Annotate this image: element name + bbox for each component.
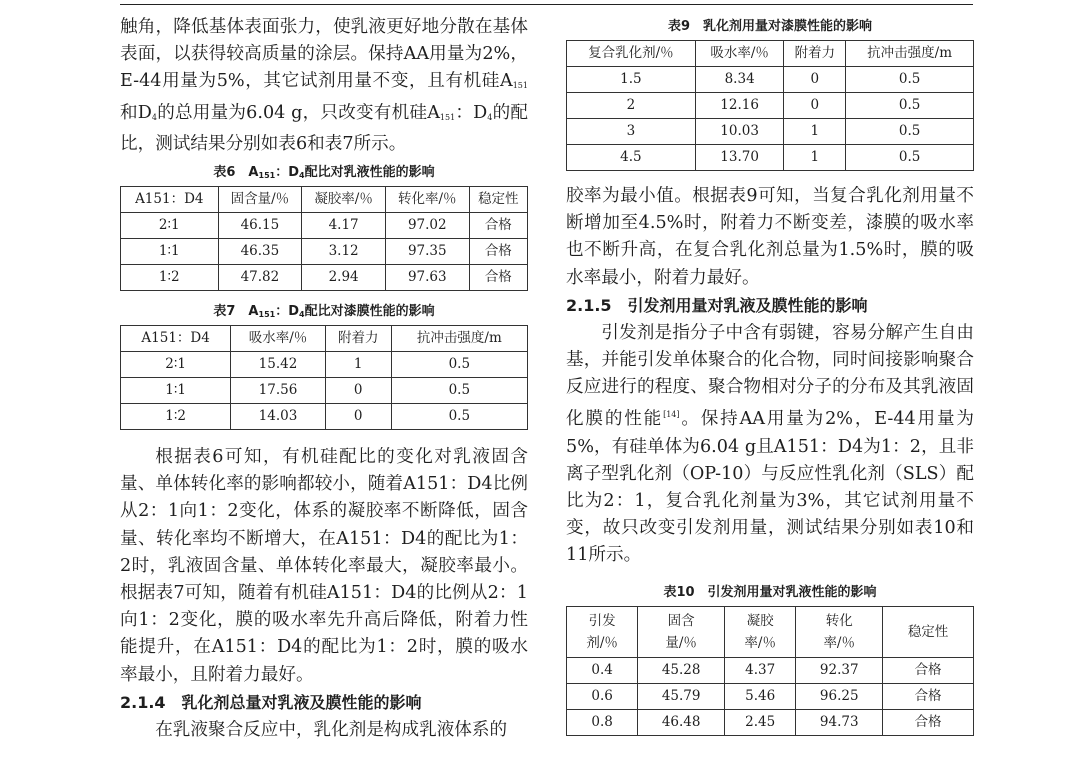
- table-cell: 97.02: [385, 213, 469, 239]
- table-row: [567, 145, 974, 171]
- table-cell: 1∶1: [121, 378, 231, 404]
- table-cell: 2∶1: [121, 213, 219, 239]
- table-cell: 1∶1: [121, 239, 219, 265]
- right-paragraph-2: 引发剂是指分子中含有弱键，容易分解产生自由基，并能引发单体聚合的化合物，同时间接影响聚合反应进行的程度、聚合物相对分子的分布及其乳液固化膜的性能[14]。保持AA用量为2%，E-44用量为5%，有硅单体为6.04 g且A151：D4为1：2，且非离子型乳化剂（OP-10）与反应性乳化剂（SLS）配比为2：1，复合乳化剂量为3%，其它试剂用量不变，故只改变引发剂用量，测试结果分别如表10和11所示。: [566, 322, 974, 566]
- table-row: [567, 93, 974, 119]
- table-header-cell: 稳定性: [469, 187, 527, 213]
- table-cell: 0: [784, 67, 846, 93]
- table-cell: 合格: [469, 265, 527, 291]
- table-header-cell: 稳定性: [883, 606, 974, 657]
- table-cell: 92.37: [796, 657, 883, 683]
- left-column: [120, 14, 528, 744]
- right-paragraph-1: 胶率为最小值。根据表9可知，当复合乳化剂用量不断增加至4.5%时，附着力不断变差，漆膜的吸水率也不断升高，在复合乳化剂总量为1.5%时，膜的吸水率最小，附着力最好。: [566, 186, 974, 288]
- table-cell: 0.8: [567, 709, 638, 735]
- table-row: [567, 119, 974, 145]
- table-row: [121, 239, 528, 265]
- table9: [566, 40, 974, 171]
- left-paragraph-2: 根据表6可知，有机硅配比的变化对乳液固含量、单体转化率的影响都较小，随着A151：D4比例从2：1向1：2变化，体系的凝胶率不断降低，固含量、转化率均不断增大，在A151：D4的配比为1：2时，乳液固含量、单体转化率最大，凝胶率最小。根据表7可知，随着有机硅A151：D4的比例从2：1向1：2变化，膜的吸水率先升高后降低，附着力性能提升，在A151：D4的配比为1：2时，膜的吸水率最小，且附着力最好。: [120, 447, 528, 685]
- table-header-cell: 固含量/％: [218, 187, 302, 213]
- table7: [120, 325, 528, 430]
- table-cell: 4.17: [302, 213, 386, 239]
- table-cell: 4.5: [567, 145, 696, 171]
- table-header-cell: A151：D4: [121, 187, 219, 213]
- table-cell: 0.6: [567, 683, 638, 709]
- table-row: [121, 213, 528, 239]
- table-header-cell: 转化率/％: [385, 187, 469, 213]
- table-cell: 1: [784, 145, 846, 171]
- table-cell: 10.03: [695, 119, 784, 145]
- table-cell: 0.4: [567, 657, 638, 683]
- table-cell: 0: [784, 93, 846, 119]
- section-heading-2-1-4: 2.1.4 乳化剂总量对乳液及膜性能的影响: [120, 692, 422, 712]
- right-column: [566, 14, 974, 736]
- table-cell: 0.5: [846, 145, 974, 171]
- table7-caption: 表7 $A_{151}$：$D_4$配比对漆膜性能的影响: [213, 304, 435, 320]
- table-cell: 17.56: [231, 378, 326, 404]
- table6-caption: 表6 $A_{151}$：$D_4$配比对乳液性能的影响: [213, 165, 435, 181]
- table-cell: 96.25: [796, 683, 883, 709]
- table-row: [567, 657, 974, 683]
- table-row: [121, 265, 528, 291]
- table-cell: 2∶1: [121, 352, 231, 378]
- table-cell: 46.15: [218, 213, 302, 239]
- table-cell: 15.42: [231, 352, 326, 378]
- table-row: [121, 404, 528, 430]
- table-header-cell: 复合乳化剂/％: [567, 41, 696, 67]
- table-cell: 46.48: [638, 709, 725, 735]
- table-header-cell: 附着力: [325, 326, 391, 352]
- table-row: [567, 683, 974, 709]
- section-heading-2-1-5: 2.1.5 引发剂用量对乳液及膜性能的影响: [566, 295, 868, 315]
- left-paragraph-1: 触角，降低基体表面张力，使乳液更好地分散在基体表面，以获得较高质量的涂层。保持AA用量为2%，E-44用量为5%，其它试剂用量不变，且有机硅$A_{151}$和$D_4$的总用量为6.04 g，只改变有机硅$A_{151}$：$D_4$的配比，测试结果分别如表6和表7所示。: [120, 17, 528, 154]
- table-cell: 0.5: [391, 404, 527, 430]
- table10-caption: 表10 引发剂用量对乳液性能的影响: [663, 584, 877, 600]
- table-cell: 1: [325, 352, 391, 378]
- table-cell: 14.03: [231, 404, 326, 430]
- table-header-cell: 凝胶率/％: [302, 187, 386, 213]
- table-cell: 4.37: [725, 657, 796, 683]
- table-cell: 13.70: [695, 145, 784, 171]
- table-cell: 合格: [883, 657, 974, 683]
- table-header-row: [567, 41, 974, 67]
- table-cell: 1∶2: [121, 404, 231, 430]
- table-cell: 1∶2: [121, 265, 219, 291]
- table-cell: 0: [325, 404, 391, 430]
- table-cell: 3.12: [302, 239, 386, 265]
- table-header-cell: 附着力: [784, 41, 846, 67]
- table-cell: 合格: [883, 683, 974, 709]
- table-cell: 合格: [469, 239, 527, 265]
- table-header-cell: 引发 剂/％: [567, 606, 638, 657]
- table-header-cell: 抗冲击强度/m: [391, 326, 527, 352]
- table-header-cell: 凝胶 率/％: [725, 606, 796, 657]
- table-header-cell: 转化 率/％: [796, 606, 883, 657]
- table-cell: 5.46: [725, 683, 796, 709]
- table-row: [121, 352, 528, 378]
- table-cell: 3: [567, 119, 696, 145]
- table-cell: 1.5: [567, 67, 696, 93]
- table6: [120, 186, 528, 291]
- table-cell: 8.34: [695, 67, 784, 93]
- table-cell: 0.5: [391, 378, 527, 404]
- table-header-cell: 吸水率/％: [695, 41, 784, 67]
- table-row: [567, 67, 974, 93]
- table-cell: 94.73: [796, 709, 883, 735]
- table-cell: 2.94: [302, 265, 386, 291]
- table-cell: 47.82: [218, 265, 302, 291]
- table10: [566, 606, 974, 736]
- table-cell: 0: [325, 378, 391, 404]
- table-cell: 0.5: [846, 67, 974, 93]
- table-header-row: [121, 187, 528, 213]
- table-cell: 1: [784, 119, 846, 145]
- table-header-cell: A151：D4: [121, 326, 231, 352]
- table-header-cell: 抗冲击强度/m: [846, 41, 974, 67]
- table9-caption: 表9 乳化剂用量对漆膜性能的影响: [667, 19, 873, 34]
- table-cell: 0.5: [391, 352, 527, 378]
- table-cell: 97.35: [385, 239, 469, 265]
- table-cell: 45.79: [638, 683, 725, 709]
- table-header-row: [567, 606, 974, 657]
- table-row: [567, 709, 974, 735]
- table-header-row: [121, 326, 528, 352]
- table-row: [121, 378, 528, 404]
- left-paragraph-3: 在乳液聚合反应中，乳化剂是构成乳液体系的: [155, 719, 508, 740]
- table-cell: 0.5: [846, 93, 974, 119]
- table-cell: 45.28: [638, 657, 725, 683]
- table-cell: 2.45: [725, 709, 796, 735]
- table-cell: 97.63: [385, 265, 469, 291]
- table-cell: 2: [567, 93, 696, 119]
- table-cell: 12.16: [695, 93, 784, 119]
- table-cell: 合格: [469, 213, 527, 239]
- page-top-rule: [120, 4, 973, 5]
- table-cell: 0.5: [846, 119, 974, 145]
- table-header-cell: 吸水率/％: [231, 326, 326, 352]
- table-header-cell: 固含 量/％: [638, 606, 725, 657]
- table-cell: 合格: [883, 709, 974, 735]
- table-cell: 46.35: [218, 239, 302, 265]
